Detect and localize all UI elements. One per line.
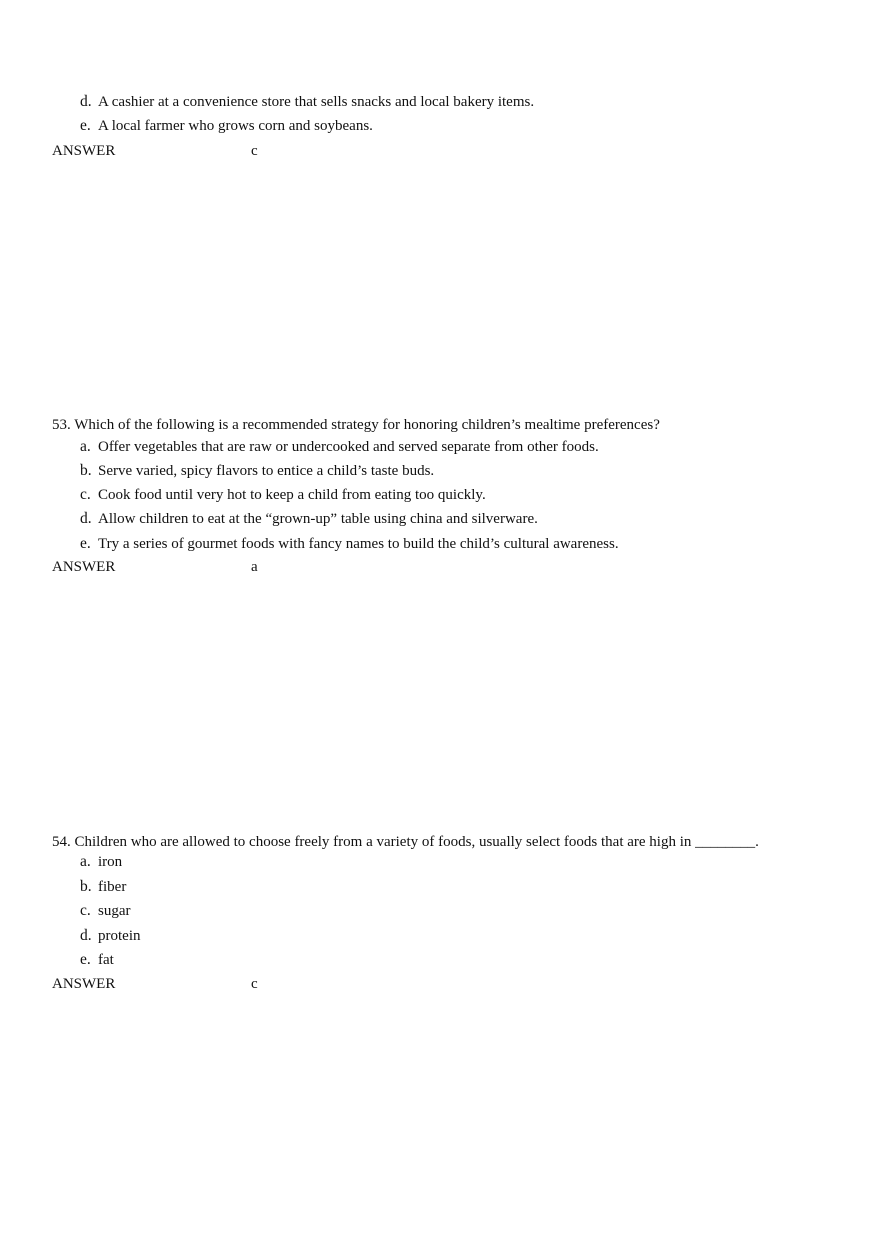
option-e: [80, 117, 373, 135]
option-a: [80, 438, 599, 456]
option-letter: d.: [80, 510, 92, 527]
question-53-stem: 53. Which of the following is a recommended strategy for honoring children’s mealtime preferences?: [52, 417, 660, 433]
option-c: [80, 486, 486, 504]
answer-line: [52, 975, 258, 993]
option-letter: c.: [80, 486, 91, 503]
option-letter: e.: [80, 951, 91, 968]
option-letter: a.: [80, 853, 91, 870]
option-text: iron: [98, 854, 123, 870]
option-letter: a.: [80, 438, 91, 455]
option-text: A local farmer who grows corn and soybeans.: [98, 118, 373, 134]
option-b: [80, 878, 126, 896]
option-text: Try a series of gourmet foods with fancy names to build the child’s cultural awareness.: [98, 536, 619, 552]
option-letter: e.: [80, 535, 91, 552]
answer-value: c: [251, 976, 258, 992]
option-text: protein: [98, 928, 141, 944]
answer-label: ANSWER: [52, 559, 116, 575]
option-text: Cook food until very hot to keep a child from eating too quickly.: [98, 487, 486, 503]
answer-line: [52, 142, 258, 160]
answer-line: [52, 558, 258, 576]
option-b: [80, 462, 434, 480]
answer-value: c: [251, 143, 258, 159]
answer-value: a: [251, 559, 258, 575]
option-text: fat: [98, 952, 114, 968]
answer-label: ANSWER: [52, 976, 116, 992]
option-text: A cashier at a convenience store that sells snacks and local bakery items.: [98, 94, 535, 110]
option-e: [80, 951, 114, 969]
question-54-stem: 54. Children who are allowed to choose freely from a variety of foods, usually select foods that are high in ________.: [52, 834, 759, 850]
answer-label: ANSWER: [52, 143, 116, 159]
option-text: Offer vegetables that are raw or undercooked and served separate from other foods.: [98, 439, 599, 455]
option-letter: c.: [80, 902, 91, 919]
option-c: [80, 902, 131, 920]
option-letter: b.: [80, 462, 92, 479]
option-text: Serve varied, spicy flavors to entice a child’s taste buds.: [98, 463, 435, 479]
option-letter: d.: [80, 927, 92, 944]
option-d: [80, 927, 141, 945]
option-text: Allow children to eat at the “grown-up” table using china and silverware.: [98, 511, 538, 527]
option-letter: d.: [80, 93, 92, 110]
option-text: sugar: [98, 903, 131, 919]
option-e: [80, 535, 619, 553]
option-a: [80, 853, 122, 871]
option-d: [80, 510, 538, 528]
option-letter: b.: [80, 878, 92, 895]
option-d: [80, 93, 534, 111]
option-text: fiber: [98, 879, 127, 895]
option-letter: e.: [80, 117, 91, 134]
